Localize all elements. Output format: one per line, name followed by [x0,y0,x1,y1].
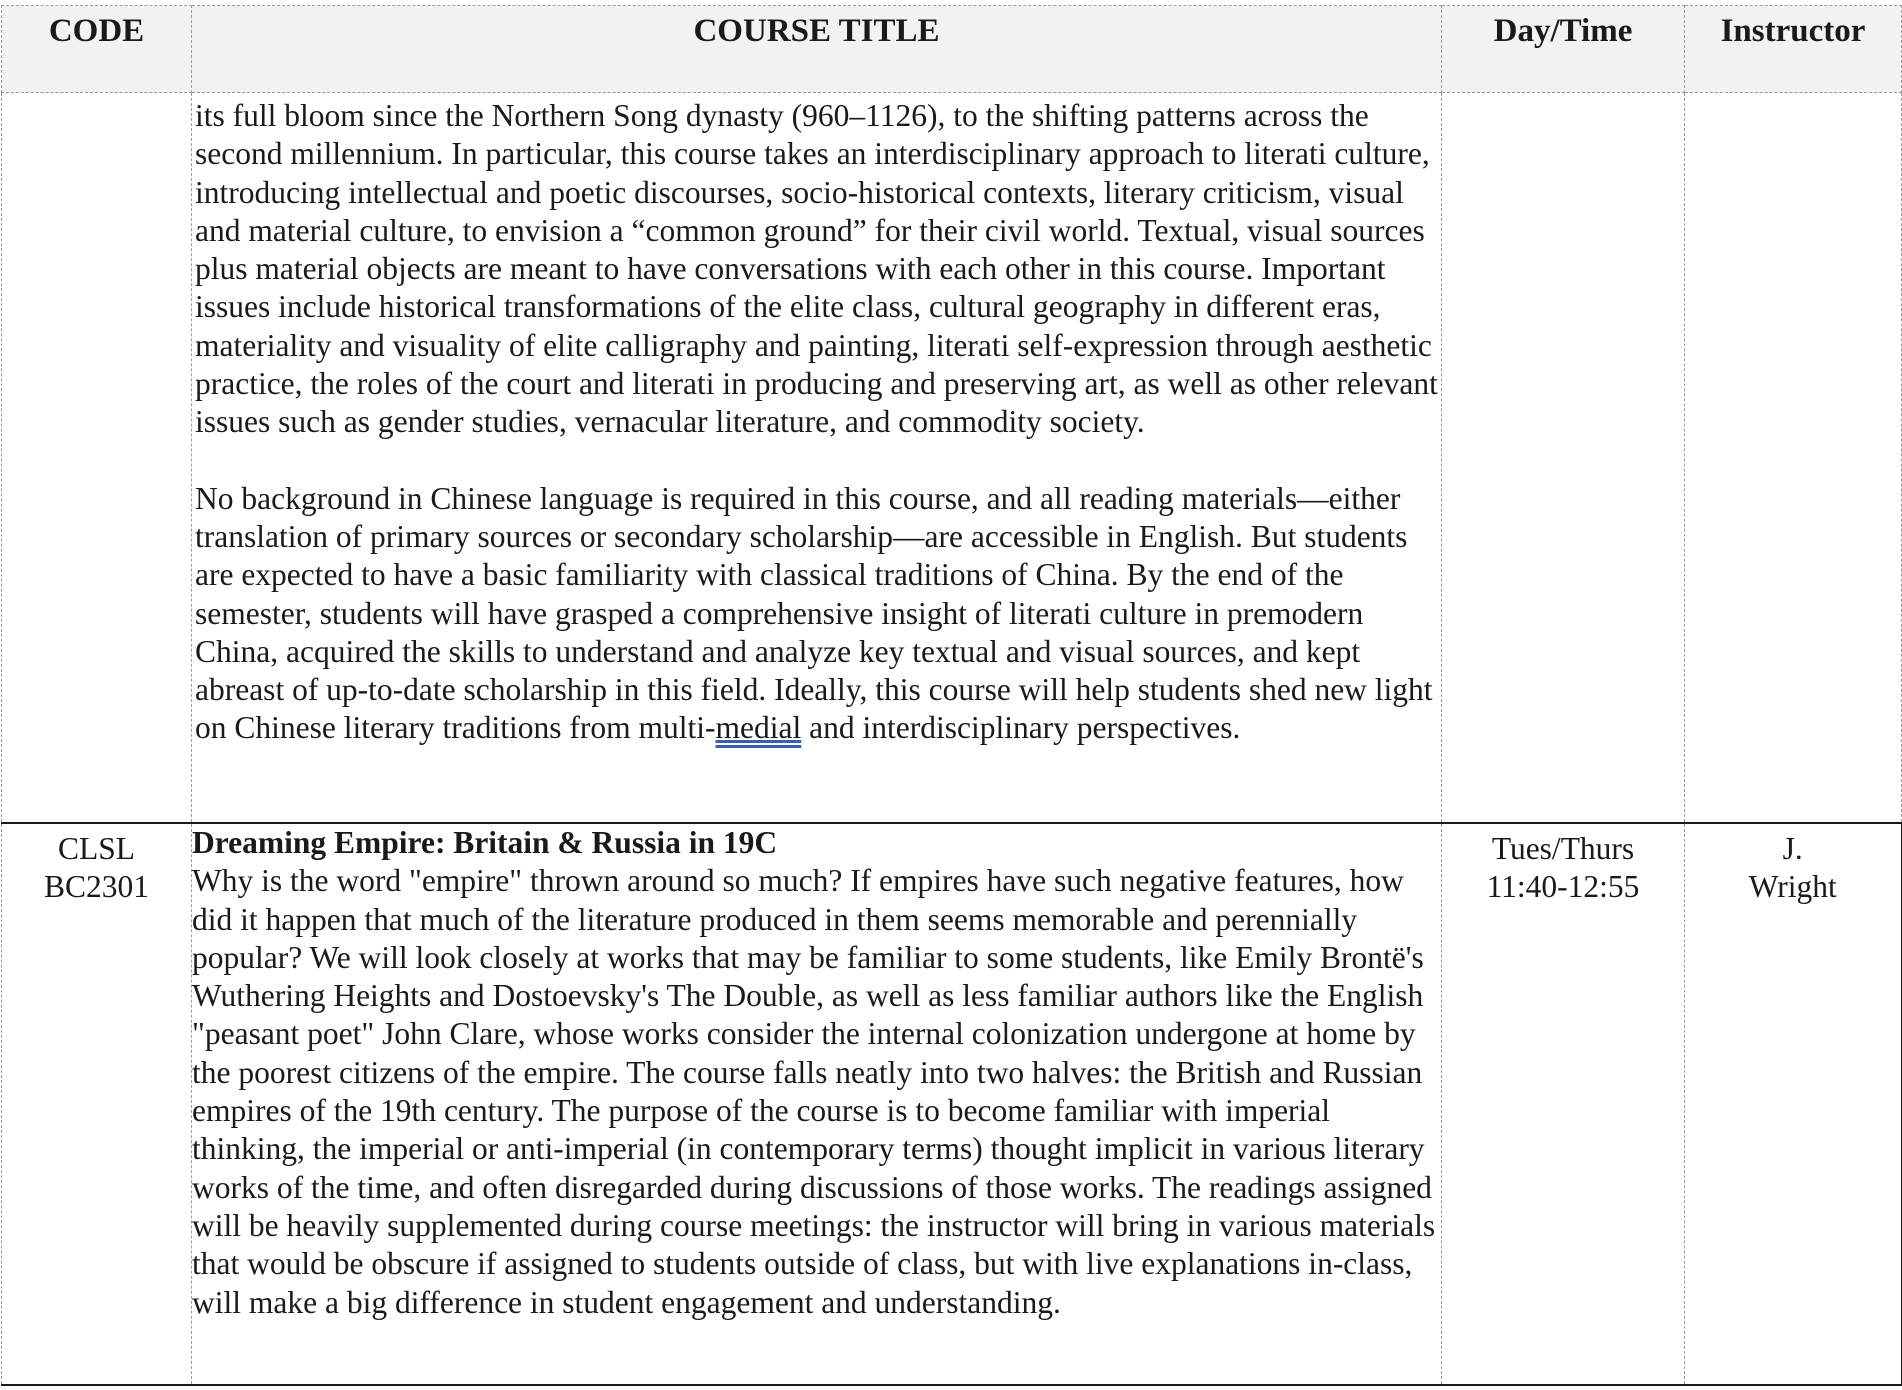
paragraph-2-text-before: No background in Chinese language is required in this course, and all reading materials—either translation of primary sources or secondary scholarship—are accessible in English. But students are expected to have a basic familiarity with classical traditions of China. By the end of the semester, students will have grasped a comprehensive insight of literati culture in premodern China, acquired the skills to understand and analyze key textual and visual sources, and kept abreast of up-to-date scholarship in this field. Ideally, this course will help students shed new light on Chinese literary traditions from multi- [195,480,1433,746]
day-time [1442,824,1684,907]
column-header-code: CODE [2,6,192,93]
spellcheck-flagged-word: medial [715,710,802,746]
meeting-days: Tues/Thurs [1491,831,1635,866]
instructor-name [1685,824,1901,907]
table-row-course [2,823,1902,1385]
header-row [2,6,1902,93]
course-code-dept: CLSL [57,831,135,866]
course-description: Why is the word "empire" thrown around so much? If empires have such negative features, how did it happen that much of the literature produced in them seems memorable and perennially popular? We will look closely at works that may be familiar to some students, like Emily Brontë's Wuthering Heights and Dostoevsky's The Double, as well as less familiar authors like the English "peasant poet" John Clare, whose works consider the internal colonization undergone at home by the poorest citizens of the empire. The course falls neatly into two halves: the British and Russian empires of the 19th century. The purpose of the course is to become familiar with imperial thinking, the imperial or anti-imperial (in contemporary terms) thought implicit in various literary works of the time, and often disregarded during discussions of those works. The readings assigned will be heavily supplemented during course meetings: the instructor will bring in various materials that would be obscure if assigned to students outside of class, but with live explanations in-class, will make a big difference in student engagement and understanding. [192,863,1436,1320]
course-code [2,824,191,907]
description-paragraph-2 [195,480,1441,748]
course-table [1,5,1902,1386]
instructor-surname: Wright [1748,869,1837,905]
meeting-time: 11:40-12:55 [1486,869,1640,905]
paragraph-2-text-after: and interdisciplinary perspectives. [801,710,1241,746]
course-title-cell [192,823,1442,1385]
course-code-number: BC2301 [43,869,150,905]
table-header [2,6,1902,93]
code-cell-empty [2,93,192,824]
course-description-cell [192,93,1442,824]
day-time-cell-empty [1442,93,1685,824]
description-paragraph-1: its full bloom since the Northern Song dynasty (960–1126), to the shifting patterns across the second millennium. In particular, this course takes an interdisciplinary approach to literati culture, introducing intellectual and poetic discourses, socio-historical contexts, literary criticism, visual and material culture, to envision a “common ground” for their civil world. Textual, visual sources plus material objects are meant to have conversations with each other in this course. Important issues include historical transformations of the elite class, cultural geography in different eras, materiality and visuality of elite calligraphy and painting, literati self-expression through aesthetic practice, the roles of the court and literati in producing and preserving art, as well as other relevant issues such as gender studies, vernacular literature, and commodity society. [195,98,1438,440]
column-header-day-time: Day/Time [1442,6,1685,93]
course-code-cell [2,823,192,1385]
day-time-cell [1442,823,1685,1385]
instructor-initial: J. [1782,831,1803,866]
column-header-course-title: COURSE TITLE [192,6,1442,93]
course-name: Dreaming Empire: Britain & Russia in 19C [192,825,778,860]
table-row-continued [2,93,1902,824]
instructor-cell-empty [1685,93,1902,824]
instructor-cell [1685,823,1902,1385]
column-header-instructor: Instructor [1685,6,1902,93]
